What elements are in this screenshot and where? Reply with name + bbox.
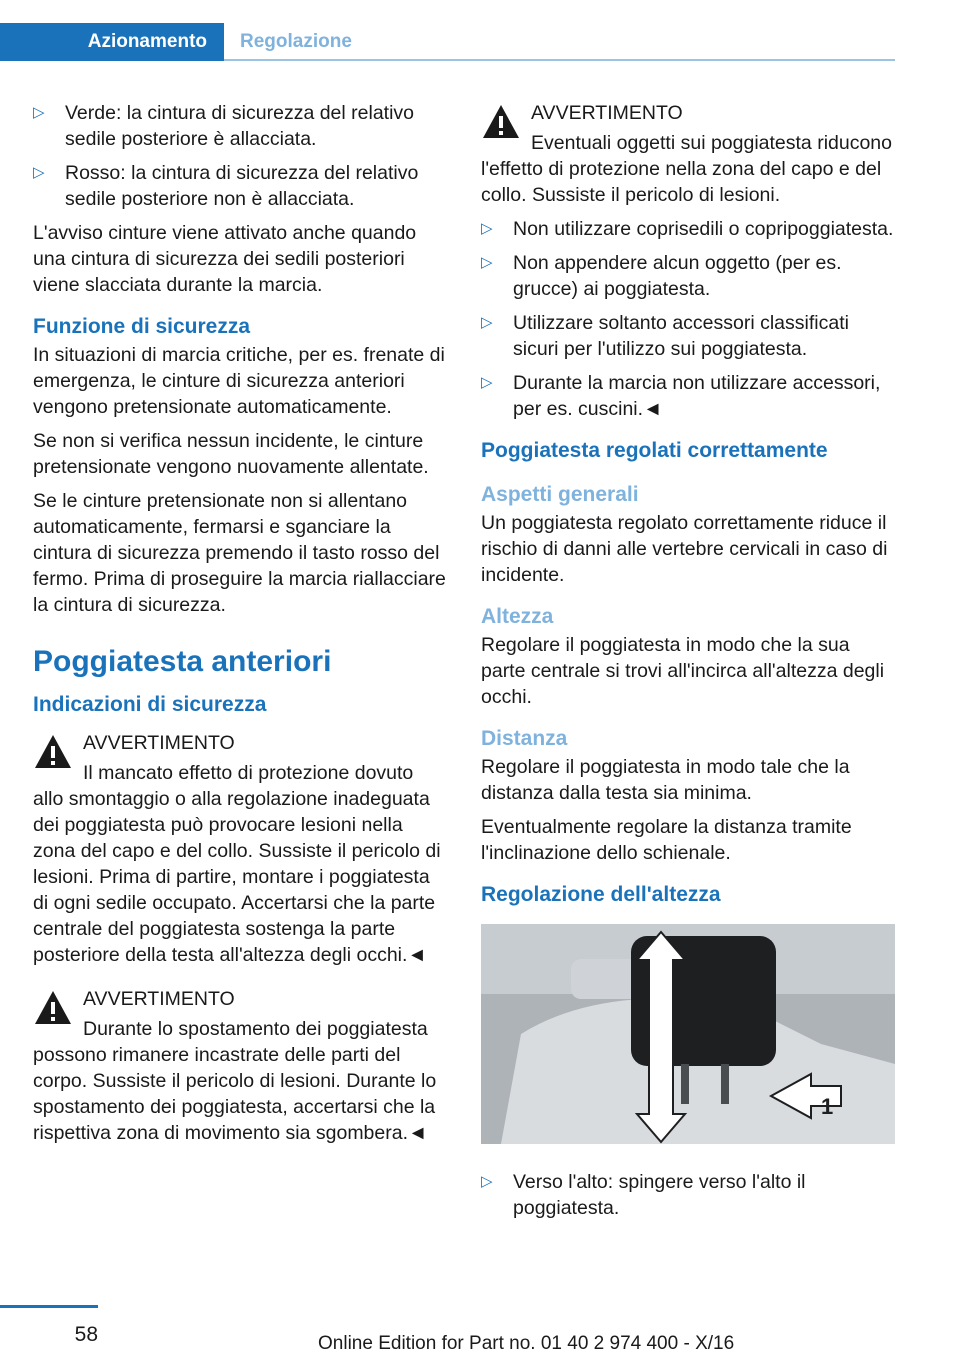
- section-heading: Funzione di sicurezza: [33, 315, 251, 338]
- warning-triangle-icon: [481, 102, 521, 142]
- subsection-heading: Distanza: [481, 727, 568, 750]
- paragraph: Un poggiatesta regolato correttamente riduce il rischio di danni alle vertebre cervicali in caso di incidente.: [481, 512, 888, 586]
- headrest-adjustment-figure: [481, 924, 895, 1144]
- footer-bar: [0, 1305, 98, 1308]
- header-rule: [224, 59, 895, 61]
- subsection-heading: Altezza: [481, 605, 554, 628]
- triangle-right-icon: ▷: [33, 104, 45, 121]
- bullet-item: [481, 216, 896, 242]
- bullet-text: Verso l'alto: spingere verso l'alto il poggiatesta.: [513, 1171, 806, 1219]
- bullet-item: [481, 1169, 896, 1221]
- paragraph: Se non si verifica nessun incidente, le cinture pretensionate vengono nuovamente allentate.: [33, 430, 429, 478]
- left-column: [33, 100, 448, 1154]
- paragraph: In situazioni di marcia critiche, per es. frenate di emergenza, le cinture di sicurezza anteriori vengono pretensionate automaticamente.: [33, 344, 445, 418]
- paragraph: Regolare il poggiatesta in modo tale che la distanza dalla testa sia minima.: [481, 756, 850, 804]
- warning-box: [33, 986, 448, 1146]
- bullet-text: Utilizzare soltanto accessori classificati sicuri per l'utilizzo sui poggiatesta.: [513, 312, 849, 360]
- triangle-right-icon: ▷: [481, 220, 493, 237]
- page-number: 58: [74, 1323, 98, 1346]
- edition-footer: Online Edition for Part no. 01 40 2 974 400 - X/16: [318, 1333, 735, 1354]
- section-heading: Poggiatesta regolati correttamente: [481, 439, 828, 462]
- triangle-right-icon: ▷: [481, 1173, 493, 1190]
- section-heading: Regolazione dell'altezza: [481, 883, 721, 906]
- right-column: [481, 100, 896, 1229]
- warning-box: [481, 100, 896, 208]
- section-heading: Indicazioni di sicurezza: [33, 693, 267, 716]
- triangle-right-icon: ▷: [481, 254, 493, 271]
- bullet-text: Durante la marcia non utilizzare accessori, per es. cuscini.◄: [513, 372, 881, 420]
- warning-title: AVVERTIMENTO: [83, 732, 235, 754]
- header-tab-regolazione: Regolazione: [240, 31, 352, 52]
- triangle-right-icon: ▷: [481, 374, 493, 391]
- paragraph: Regolare il poggiatesta in modo che la sua parte centrale si trovi all'incirca all'altezza degli occhi.: [481, 634, 885, 708]
- warning-title: AVVERTIMENTO: [83, 988, 235, 1010]
- subsection-heading: Aspetti generali: [481, 483, 639, 506]
- bullet-item: [33, 100, 448, 152]
- warning-box: [33, 730, 448, 968]
- bullet-item: [481, 250, 896, 302]
- bullet-text: Rosso: la cintura di sicurezza del relativo sedile posteriore non è allacciata.: [65, 162, 419, 210]
- warning-triangle-icon: [33, 988, 73, 1028]
- warning-triangle-icon: [33, 732, 73, 772]
- warning-text: Il mancato effetto di protezione dovuto allo smontaggio o alla regolazione inadeguata dei poggiatesta può provocare lesioni nella zona del capo e del collo. Sussiste il pericolo di lesioni. Prima di partire, montare i poggiatesta di ogni sedile occupato. Accertarsi che la parte centrale del poggiatesta sostenga la parte posteriore della testa all'altezza degli occhi.◄: [33, 762, 441, 966]
- paragraph: Se le cinture pretensionate non si allentano automaticamente, fermarsi e sganciare la cintura di sicurezza premendo il tasto rosso del fermo. Prima di proseguire la marcia riallacciare la cintura di sicurezza.: [33, 490, 446, 616]
- warning-text: Durante lo spostamento dei poggiatesta possono rimanere incastrate delle parti del corpo. Sussiste il pericolo di lesioni. Durante lo spostamento dei poggiatesta, accertarsi che la rispettiva zona di movimento sia sgombera.◄: [33, 1018, 437, 1144]
- bullet-text: Non appendere alcun oggetto (per es. grucce) ai poggiatesta.: [513, 252, 842, 300]
- paragraph: L'avviso cinture viene attivato anche quando una cintura di sicurezza dei sedili posteriori viene slacciata durante la marcia.: [33, 222, 417, 296]
- chapter-heading: Poggiatesta anteriori: [33, 645, 332, 678]
- bullet-text: Non utilizzare coprisedili o copripoggiatesta.: [513, 218, 894, 240]
- paragraph: Eventualmente regolare la distanza tramite l'inclinazione dello schienale.: [481, 816, 852, 864]
- bullet-item: [481, 310, 896, 362]
- triangle-right-icon: ▷: [33, 164, 45, 181]
- triangle-right-icon: ▷: [481, 314, 493, 331]
- header-tab-azionamento: Azionamento: [0, 23, 224, 61]
- warning-text: Eventuali oggetti sui poggiatesta riducono l'effetto di protezione nella zona del capo e del collo. Sussiste il pericolo di lesioni.: [481, 132, 892, 206]
- bullet-item: [481, 370, 896, 422]
- figure-callout-label: 1: [821, 1094, 834, 1119]
- page-header: [0, 23, 895, 61]
- bullet-item: [33, 160, 448, 212]
- warning-title: AVVERTIMENTO: [531, 102, 683, 124]
- bullet-text: Verde: la cintura di sicurezza del relativo sedile posteriore è allacciata.: [65, 102, 415, 150]
